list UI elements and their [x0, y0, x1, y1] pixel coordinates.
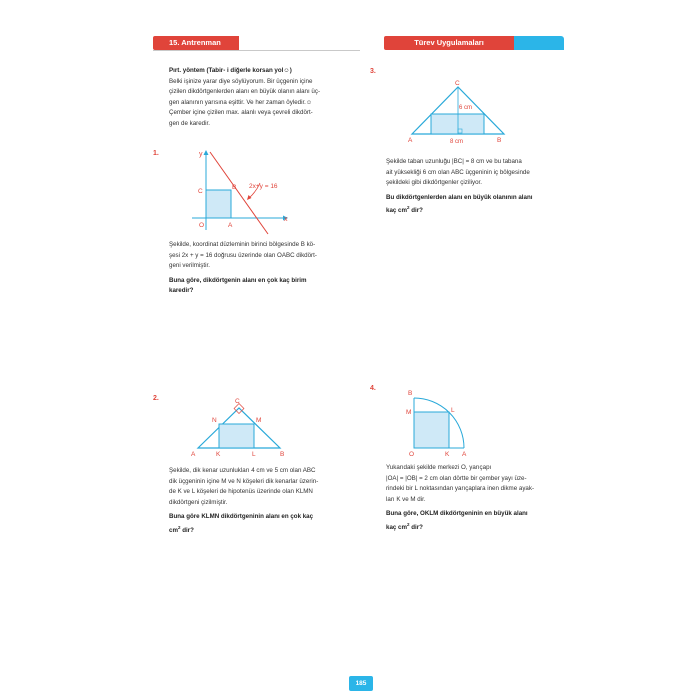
q2-question-line: Buna göre KLMN dikdörtgeninin alanı en çok kaç: [169, 513, 314, 520]
question-number-1: 1.: [153, 150, 159, 157]
q4-unit-sup: 2: [407, 521, 410, 527]
q2-question-end: dir?: [180, 526, 194, 534]
q2-question-line-2: [169, 523, 359, 537]
label-a: A: [408, 137, 413, 144]
header-divider: [153, 50, 360, 51]
label-c: C: [235, 398, 240, 405]
q3-question-line-2: [386, 203, 576, 217]
q2-line: dikdörtgeni çizilmiştir.: [169, 498, 228, 506]
label-y: y: [199, 151, 203, 158]
q3-question-line: Bu dikdörtgenlerden alanı en büyük olanının alanı: [386, 193, 533, 201]
q1-line: geni verilmiştir.: [169, 262, 210, 269]
label-k: K: [216, 451, 221, 458]
q2-unit: cm: [169, 526, 178, 534]
intro-line: çizilen dikdörtgenlerden alanı en büyük olanın alanı üç-: [169, 88, 321, 95]
q3-line: ait yüksekliği 6 cm olan ABC üçgeninin iç bölgesinde: [386, 168, 530, 176]
q4-line: Yukarıdaki şekilde merkezi O, yarıçapı: [386, 464, 492, 471]
q1-question-line: Buna göre, dikdörtgenin alanı en çok kaç birim: [169, 276, 307, 284]
q3-text: [386, 157, 576, 217]
inscribed-rectangle: [431, 114, 484, 134]
section-header-right: [384, 36, 564, 50]
q2-unit-sup: 2: [177, 524, 181, 530]
question-number-2: 2.: [153, 395, 159, 402]
q2-line: dik üçgeninin içine M ve N köşeleri dik kenarlar üzerin-: [169, 477, 319, 485]
label-n: N: [212, 417, 217, 424]
intro-line: gen de karedir.: [169, 119, 210, 127]
label-a: A: [462, 451, 467, 458]
q2-line: Şekilde, dik kenar uzunlukları 4 cm ve 5 cm olan ABC: [169, 467, 316, 474]
q4-line: |OA| = |OB| = 2 cm olan dörtte bir çember yayı üze-: [386, 474, 527, 482]
q1-text: [169, 240, 359, 297]
q4-line: ları K ve M dir.: [386, 495, 426, 503]
q4-line: rindeki bir L noktasından yarıçaplara inen dikme ayak-: [386, 485, 535, 492]
q2-line: de K ve L köşeleri de hipotenüs üzerinde olan KLMN: [169, 488, 313, 495]
q3-line: Şekilde taban uzunluğu |BC| = 8 cm ve bu tabana: [386, 158, 522, 165]
q1-question-line: karedir?: [169, 287, 194, 294]
rectangle-oklm: [414, 412, 449, 448]
rectangle-oabc: [206, 190, 231, 218]
intro-line: Belki işinize yarar diye söylüyorum. Bir üçgenin içine: [169, 77, 313, 85]
q3-line: şekildeki gibi dikdörtgenler çiziliyor.: [386, 179, 482, 186]
section-header-left: 15. Antrenman: [153, 36, 239, 50]
q4-text: [386, 463, 576, 533]
q3-unit-sup: 2: [407, 205, 410, 210]
question-number-3: 3.: [370, 68, 376, 75]
q4-question-line: Buna göre, OKLM dikdörtgeninin en büyük alanı: [386, 510, 528, 517]
label-height: 6 cm: [459, 105, 473, 111]
q1-line: Şekilde, koordinat düzleminin birinci bölgesinde B kö-: [169, 241, 316, 248]
label-l: L: [451, 407, 455, 414]
label-a: A: [228, 222, 233, 229]
q4-question-end: dir?: [409, 523, 423, 531]
label-pointer-arrow-icon: [247, 195, 252, 200]
label-l: L: [252, 451, 256, 458]
label-m: M: [256, 417, 262, 424]
label-c: C: [455, 80, 460, 87]
intro-block: [169, 66, 359, 129]
label-o: O: [409, 451, 415, 458]
label-k: K: [445, 451, 450, 458]
label-b: B: [280, 451, 285, 458]
q4-question-line-2: [386, 520, 576, 534]
label-o: O: [199, 222, 205, 229]
page-number: 185: [349, 676, 373, 691]
label-equation: 2x+y = 16: [249, 183, 278, 190]
q3-figure: [402, 76, 518, 148]
label-base: 8 cm: [450, 139, 464, 145]
q2-figure: [188, 392, 292, 460]
rectangle-klmn: [219, 424, 254, 448]
intro-line: gen alanının yarısına eşittir. Ve her zaman öyledir.☺: [169, 98, 313, 106]
q3-question-end: dir?: [409, 207, 423, 215]
question-number-4: 4.: [370, 385, 376, 392]
q3-unit: kaç cm: [386, 207, 407, 215]
intro-title: Pırt. yöntem (Tabir- i diğerle korsan yol☺): [169, 67, 292, 74]
label-b: B: [497, 137, 502, 144]
label-a: A: [191, 451, 196, 458]
q1-line: şesi 2x + y = 16 doğrusu üzerinde olan OABC dikdört-: [169, 251, 317, 259]
intro-line: Çember içine çizilen max. alanlı veya çevreli dikdört-: [169, 109, 313, 116]
q2-text: [169, 466, 359, 536]
q1-figure: [190, 148, 300, 240]
q4-unit: kaç cm: [386, 523, 407, 531]
label-c: C: [198, 188, 203, 195]
label-b: B: [232, 184, 237, 191]
label-m: M: [406, 409, 412, 416]
y-axis-arrow-icon: [204, 150, 209, 155]
label-b: B: [408, 390, 413, 397]
label-x: x: [284, 216, 288, 223]
header-right-accent: [514, 36, 564, 50]
q4-figure: [400, 384, 480, 460]
header-right-title: Türev Uygulamaları: [384, 36, 514, 50]
